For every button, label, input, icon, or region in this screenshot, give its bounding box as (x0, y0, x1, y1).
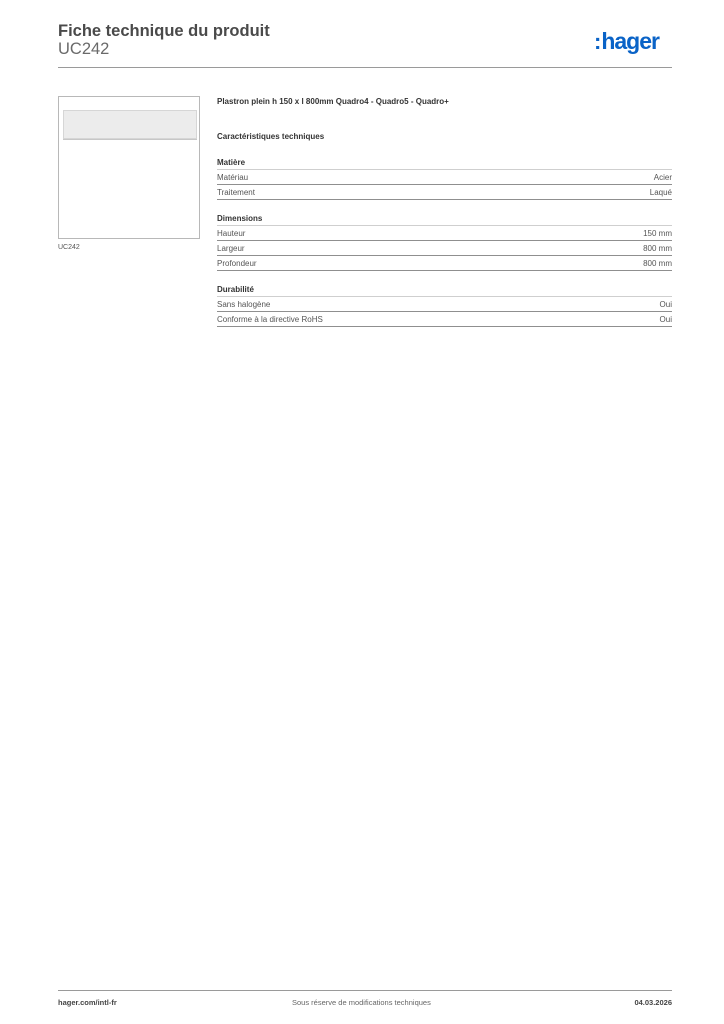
spec-value: Laqué (649, 188, 672, 197)
footer-website-link[interactable]: hager.com/intl-fr (58, 998, 117, 1007)
spec-label: Conforme à la directive RoHS (217, 315, 323, 324)
spec-label: Matériau (217, 173, 249, 182)
spec-label: Traitement (217, 188, 255, 197)
spec-section-material (217, 156, 672, 200)
spec-row (217, 257, 672, 271)
product-image (58, 96, 200, 239)
footer-divider (58, 990, 672, 991)
spec-content (217, 95, 672, 327)
spec-label: Sans halogène (217, 300, 271, 309)
spec-value: 800 mm (643, 244, 672, 253)
product-description: Plastron plein h 150 x l 800mm Quadro4 - Quadro5 - Quadro+ (217, 97, 449, 106)
spec-row (217, 242, 672, 256)
hager-logo (594, 28, 659, 55)
spec-row (217, 186, 672, 200)
footer-date: 04.03.2026 (634, 998, 672, 1007)
spec-row (217, 171, 672, 185)
spec-value: Acier (653, 173, 672, 182)
image-caption: UC242 (58, 244, 80, 251)
product-reference: UC242 (58, 40, 110, 58)
spec-section-durability (217, 283, 672, 327)
spec-value: Oui (659, 315, 672, 324)
spec-value: 150 mm (643, 229, 672, 238)
blank-panel-illustration (63, 110, 197, 139)
spec-row (217, 227, 672, 241)
tech-specs-heading: Caractéristiques techniques (217, 132, 325, 141)
header-divider (58, 67, 672, 68)
spec-label: Largeur (217, 244, 245, 253)
footer-notice: Sous réserve de modifications techniques (292, 998, 431, 1007)
spec-label: Profondeur (217, 259, 257, 268)
spec-value: Oui (659, 300, 672, 309)
logo-mark: : (594, 29, 602, 54)
section-title: Matière (217, 156, 672, 170)
spec-section-dimensions (217, 212, 672, 271)
page-title: Fiche technique du produit (58, 22, 270, 40)
section-title: Durabilité (217, 283, 672, 297)
spec-value: 800 mm (643, 259, 672, 268)
logo-text: hager (601, 28, 659, 54)
spec-label: Hauteur (217, 229, 246, 238)
spec-row (217, 298, 672, 312)
section-title: Dimensions (217, 212, 672, 226)
spec-row (217, 313, 672, 327)
